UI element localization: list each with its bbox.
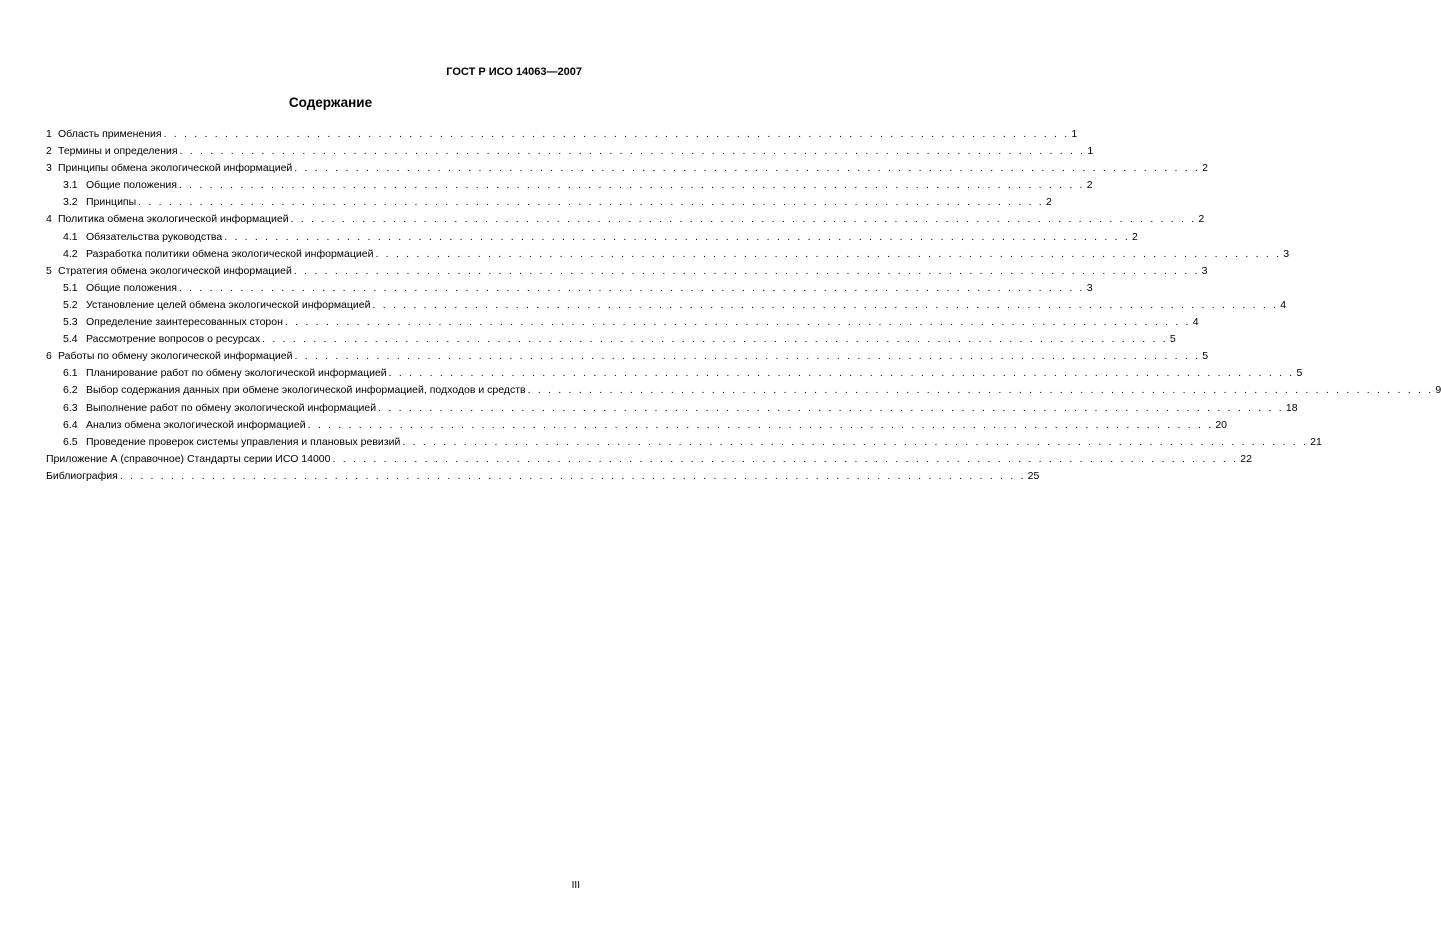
- toc-entry-label: Общие положения: [86, 179, 177, 192]
- toc-entry-number: 1: [46, 128, 52, 140]
- toc-entry-page: 2: [1086, 179, 1093, 192]
- toc-entry-label: Анализ обмена экологической информацией: [86, 418, 306, 431]
- toc-entry[interactable]: [46, 160, 1208, 177]
- toc-entry[interactable]: [46, 417, 1228, 434]
- toc-leader-dots: . . . . . . . . . . . . . . . . . . . . . . . . . . . . . . . . . . . . . . . . . . . . . . . . . . . . . . . . . . . . . . . . . . . . . . . . . . . . . . . . . . . . . . . . .: [294, 162, 1201, 175]
- toc-entry[interactable]: [46, 297, 1287, 314]
- toc-entry[interactable]: [46, 314, 1199, 331]
- toc-leader-dots: . . . . . . . . . . . . . . . . . . . . . . . . . . . . . . . . . . . . . . . . . . . . . . . . . . . . . . . . . . . . . . . . . . . . . . . . . . . . . . . . . . . . . . . . .: [119, 469, 1026, 482]
- toc-entry-page: 4: [1280, 298, 1287, 311]
- toc-entry-page: 3: [1201, 264, 1208, 277]
- toc-entry-label: Приложение А (справочное) Стандарты серии ИСО 14000: [46, 452, 331, 465]
- toc-entry-page: 2: [1045, 196, 1052, 209]
- toc-entry-label: Область применения: [58, 128, 162, 140]
- toc-entry-page: 18: [1285, 401, 1298, 414]
- toc-entry-number: 3.1: [63, 179, 78, 192]
- toc-entry-number: 5.4: [63, 333, 78, 346]
- toc-leader-dots: . . . . . . . . . . . . . . . . . . . . . . . . . . . . . . . . . . . . . . . . . . . . . . . . . . . . . . . . . . . . . . . . . . . . . . . . . . . . . . . . . . . . . . . . .: [388, 367, 1295, 380]
- toc-leader-dots: . . . . . . . . . . . . . . . . . . . . . . . . . . . . . . . . . . . . . . . . . . . . . . . . . . . . . . . . . . . . . . . . . . . . . . . . . . . . . . . . . . . . . . . . .: [178, 281, 1085, 294]
- toc-entry-label: Принципы: [86, 196, 137, 209]
- document-code: ГОСТ Р ИСО 14063—2007: [446, 66, 582, 78]
- toc-entry-number: 4.2: [63, 247, 78, 260]
- toc-entry-label: Планирование работ по обмену экологической информацией: [86, 367, 387, 380]
- toc-leader-dots: . . . . . . . . . . . . . . . . . . . . . . . . . . . . . . . . . . . . . . . . . . . . . . . . . . . . . . . . . . . . . . . . . . . . . . . . . . . . . . . . . . . . . . . . .: [224, 230, 1130, 243]
- toc-entry-page: 3: [1283, 247, 1290, 260]
- toc-entry-label: Разработка политики обмена экологической информацией: [86, 247, 374, 260]
- toc-entry-page: 9: [1435, 384, 1441, 397]
- toc-entry-number: 6: [46, 350, 52, 363]
- toc-leader-dots: . . . . . . . . . . . . . . . . . . . . . . . . . . . . . . . . . . . . . . . . . . . . . . . . . . . . . . . . . . . . . . . . . . . . . . . . . . . . . . . . . . . . . . . . .: [178, 179, 1085, 192]
- toc-entry[interactable]: [46, 211, 1205, 228]
- toc-entry-number: 6.1: [63, 367, 78, 380]
- table-of-contents: [46, 126, 1441, 485]
- toc-entry-page: 1: [1087, 145, 1094, 158]
- toc-entry-number: 6.2: [63, 384, 78, 397]
- toc-entry-number: 3.2: [63, 196, 78, 209]
- toc-entry[interactable]: [46, 468, 1040, 485]
- toc-entry[interactable]: [46, 382, 1441, 399]
- toc-entry-page: 2: [1131, 230, 1138, 243]
- toc-entry-number: 6.4: [63, 418, 78, 431]
- toc-entry-label: Политика обмена экологической информацией: [58, 213, 289, 226]
- toc-entry-number: 5.1: [63, 281, 78, 294]
- toc-entry[interactable]: [46, 280, 1093, 297]
- toc-entry[interactable]: [46, 263, 1208, 280]
- toc-entry[interactable]: [46, 177, 1093, 194]
- toc-leader-dots: . . . . . . . . . . . . . . . . . . . . . . . . . . . . . . . . . . . . . . . . . . . . . . . . . . . . . . . . . . . . . . . . . . . . . . . . . . . . . . . . . . . . . . . . .: [163, 128, 1070, 140]
- toc-entry-page: 5: [1296, 367, 1303, 380]
- toc-entry[interactable]: [46, 451, 1252, 468]
- toc-entry-page: 4: [1192, 316, 1199, 329]
- toc-entry[interactable]: [46, 246, 1290, 263]
- toc-entry[interactable]: [46, 194, 1052, 211]
- toc-entry-label: Библиография: [46, 469, 118, 482]
- toc-leader-dots: . . . . . . . . . . . . . . . . . . . . . . . . . . . . . . . . . . . . . . . . . . . . . . . . . . . . . . . . . . . . . . . . . . . . . . . . . . . . . . . . . . . . . . . . .: [402, 435, 1309, 448]
- toc-entry-label: Установление целей обмена экологической информацией: [86, 298, 371, 311]
- toc-leader-dots: . . . . . . . . . . . . . . . . . . . . . . . . . . . . . . . . . . . . . . . . . . . . . . . . . . . . . . . . . . . . . . . . . . . . . . . . . . . . . . . . . . . . . . . . .: [332, 452, 1239, 465]
- toc-entry[interactable]: [46, 365, 1303, 382]
- toc-entry[interactable]: [46, 229, 1138, 246]
- toc-entry-page: 1: [1071, 128, 1078, 140]
- toc-entry-page: 22: [1240, 452, 1252, 465]
- toc-entry[interactable]: [46, 331, 1176, 348]
- toc-title: Содержание: [288, 95, 373, 110]
- toc-leader-dots: . . . . . . . . . . . . . . . . . . . . . . . . . . . . . . . . . . . . . . . . . . . . . . . . . . . . . . . . . . . . . . . . . . . . . . . . . . . . . . . . . . . . . . . . .: [372, 298, 1279, 311]
- toc-entry[interactable]: [46, 126, 1078, 143]
- toc-entry-label: Работы по обмену экологической информацией: [58, 350, 293, 363]
- toc-entry[interactable]: [46, 348, 1209, 365]
- toc-entry-page: 5: [1169, 333, 1176, 346]
- toc-leader-dots: . . . . . . . . . . . . . . . . . . . . . . . . . . . . . . . . . . . . . . . . . . . . . . . . . . . . . . . . . . . . . . . . . . . . . . . . . . . . . . . . . . . . . . . . .: [307, 418, 1214, 431]
- toc-entry-label: Стратегия обмена экологической информацией: [58, 264, 292, 277]
- toc-entry[interactable]: [46, 400, 1298, 417]
- toc-entry-number: 5: [46, 264, 52, 277]
- toc-entry-page: 20: [1215, 418, 1228, 431]
- toc-leader-dots: . . . . . . . . . . . . . . . . . . . . . . . . . . . . . . . . . . . . . . . . . . . . . . . . . . . . . . . . . . . . . . . . . . . . . . . . . . . . . . . . . . . . . . . . .: [375, 247, 1282, 260]
- toc-entry-number: 5.3: [63, 316, 78, 329]
- toc-entry-page: 2: [1198, 213, 1205, 226]
- toc-entry-label: Обязательства руководства: [86, 230, 223, 243]
- toc-entry-number: 4: [46, 213, 52, 226]
- toc-entry-label: Выполнение работ по обмену экологической информацией: [86, 401, 377, 414]
- toc-leader-dots: . . . . . . . . . . . . . . . . . . . . . . . . . . . . . . . . . . . . . . . . . . . . . . . . . . . . . . . . . . . . . . . . . . . . . . . . . . . . . . . . . . . . . . . . .: [294, 350, 1201, 363]
- toc-entry-page: 5: [1202, 350, 1209, 363]
- toc-entry[interactable]: [46, 143, 1094, 160]
- toc-entry-number: 2: [46, 145, 52, 158]
- toc-entry-page: 21: [1310, 435, 1322, 448]
- toc-entry[interactable]: [46, 434, 1322, 451]
- toc-entry-page: 25: [1027, 469, 1040, 482]
- toc-leader-dots: . . . . . . . . . . . . . . . . . . . . . . . . . . . . . . . . . . . . . . . . . . . . . . . . . . . . . . . . . . . . . . . . . . . . . . . . . . . . . . . . . . . . . . . . .: [138, 196, 1044, 209]
- toc-entry-label: Проведение проверок системы управления и плановых ревизий: [86, 435, 401, 448]
- toc-entry-number: 4.1: [63, 230, 78, 243]
- toc-leader-dots: . . . . . . . . . . . . . . . . . . . . . . . . . . . . . . . . . . . . . . . . . . . . . . . . . . . . . . . . . . . . . . . . . . . . . . . . . . . . . . . . . . . . . . . . .: [179, 145, 1086, 158]
- toc-entry-label: Рассмотрение вопросов о ресурсах: [86, 333, 261, 346]
- toc-entry-label: Общие положения: [86, 281, 177, 294]
- toc-entry-page: 3: [1086, 281, 1093, 294]
- toc-entry-label: Принципы обмена экологической информацией: [58, 162, 293, 175]
- toc-entry-label: Термины и определения: [58, 145, 178, 158]
- toc-entry-number: 3: [46, 162, 52, 175]
- toc-leader-dots: . . . . . . . . . . . . . . . . . . . . . . . . . . . . . . . . . . . . . . . . . . . . . . . . . . . . . . . . . . . . . . . . . . . . . . . . . . . . . . . . . . . . . . . . .: [293, 264, 1200, 277]
- toc-leader-dots: . . . . . . . . . . . . . . . . . . . . . . . . . . . . . . . . . . . . . . . . . . . . . . . . . . . . . . . . . . . . . . . . . . . . . . . . . . . . . . . . . . . . . . . . .: [378, 401, 1284, 414]
- toc-leader-dots: . . . . . . . . . . . . . . . . . . . . . . . . . . . . . . . . . . . . . . . . . . . . . . . . . . . . . . . . . . . . . . . . . . . . . . . . . . . . . . . . . . . . . . . . .: [527, 384, 1434, 397]
- toc-leader-dots: . . . . . . . . . . . . . . . . . . . . . . . . . . . . . . . . . . . . . . . . . . . . . . . . . . . . . . . . . . . . . . . . . . . . . . . . . . . . . . . . . . . . . . . . .: [262, 333, 1168, 346]
- toc-entry-number: 6.3: [63, 401, 78, 414]
- toc-entry-label: Определение заинтересованных сторон: [86, 316, 283, 329]
- toc-entry-page: 2: [1202, 162, 1208, 175]
- toc-entry-number: 5.2: [63, 298, 78, 311]
- toc-leader-dots: . . . . . . . . . . . . . . . . . . . . . . . . . . . . . . . . . . . . . . . . . . . . . . . . . . . . . . . . . . . . . . . . . . . . . . . . . . . . . . . . . . . . . . . . .: [290, 213, 1197, 226]
- toc-entry-label: Выбор содержания данных при обмене экологической информацией, подходов и средств: [86, 384, 526, 397]
- toc-entry-number: 6.5: [63, 435, 78, 448]
- page-number: III: [571, 880, 580, 891]
- toc-leader-dots: . . . . . . . . . . . . . . . . . . . . . . . . . . . . . . . . . . . . . . . . . . . . . . . . . . . . . . . . . . . . . . . . . . . . . . . . . . . . . . . . . . . . . . . . .: [284, 316, 1191, 329]
